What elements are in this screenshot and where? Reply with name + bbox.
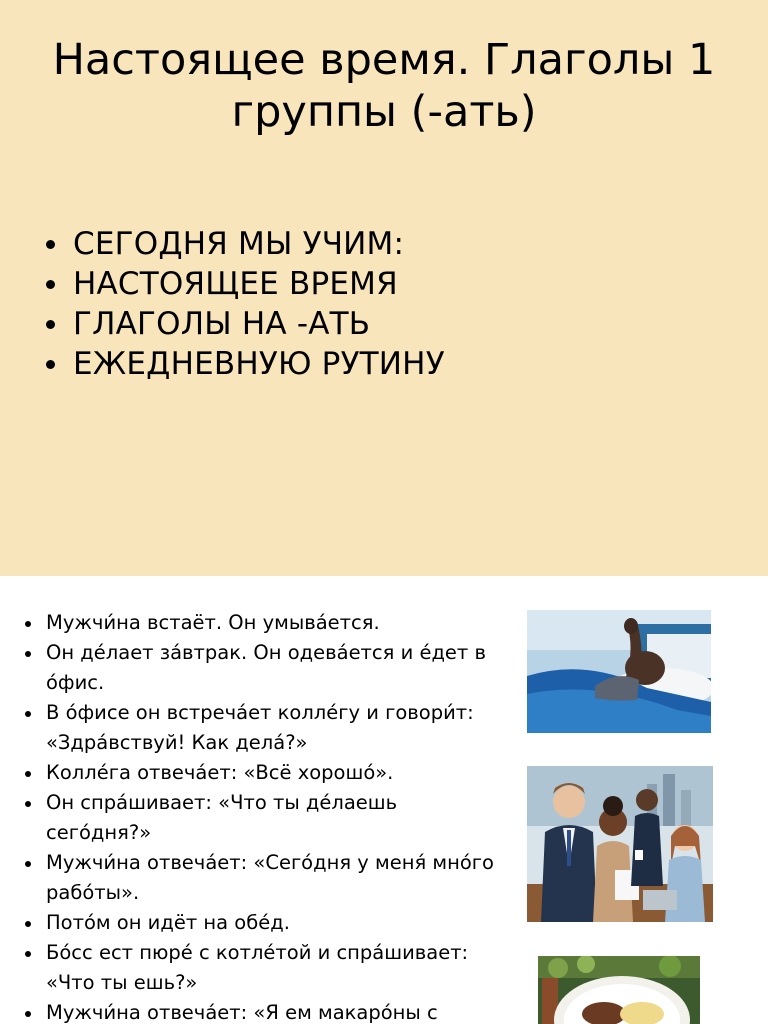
lunch-plate-image [538,956,700,1024]
story-item: Он де́лает за́втрак. Он одева́ется и е́дет в о́фис. [22,638,502,698]
objective-item: ГЛАГОЛЫ НА -АТЬ [44,304,445,344]
office-colleagues-image [527,766,713,922]
story-item: Мужчи́на отвеча́ет: «Я ем макаро́ны с [22,998,502,1024]
objective-item: ЕЖЕДНЕВНУЮ РУТИНУ [44,344,445,384]
slide-title-line-2: группы (-ать) [231,87,537,137]
story-list [22,608,502,1024]
story-item: Он спра́шивает: «Что ты де́лаешь сего́дня?» [22,788,502,848]
objective-item: НАСТОЯЩЕЕ ВРЕМЯ [44,264,445,304]
story-item: Колле́га отвеча́ет: «Всё хорошо́». [22,758,502,788]
story-item: В о́фисе он встреча́ет колле́гу и говори́т: «Здра́вствуй! Как дела́?» [22,698,502,758]
objectives-list [44,224,445,384]
story-item: Мужчи́на отвеча́ет: «Сего́дня у меня́ мно́го рабо́ты». [22,848,502,908]
story-item: Бо́сс ест пюре́ с котле́той и спра́шивает: «Что ты ешь?» [22,938,502,998]
slide-title-line-1: Настоящее время. Глаголы 1 [52,35,716,85]
man-in-bed-image [527,610,711,733]
story-item: Мужчи́на встаёт. Он умыва́ется. [22,608,502,638]
objective-item: СЕГОДНЯ МЫ УЧИМ: [44,224,445,264]
story-slide [0,576,768,1024]
slide-title [20,34,748,138]
story-item: Пото́м он идёт на обе́д. [22,908,502,938]
